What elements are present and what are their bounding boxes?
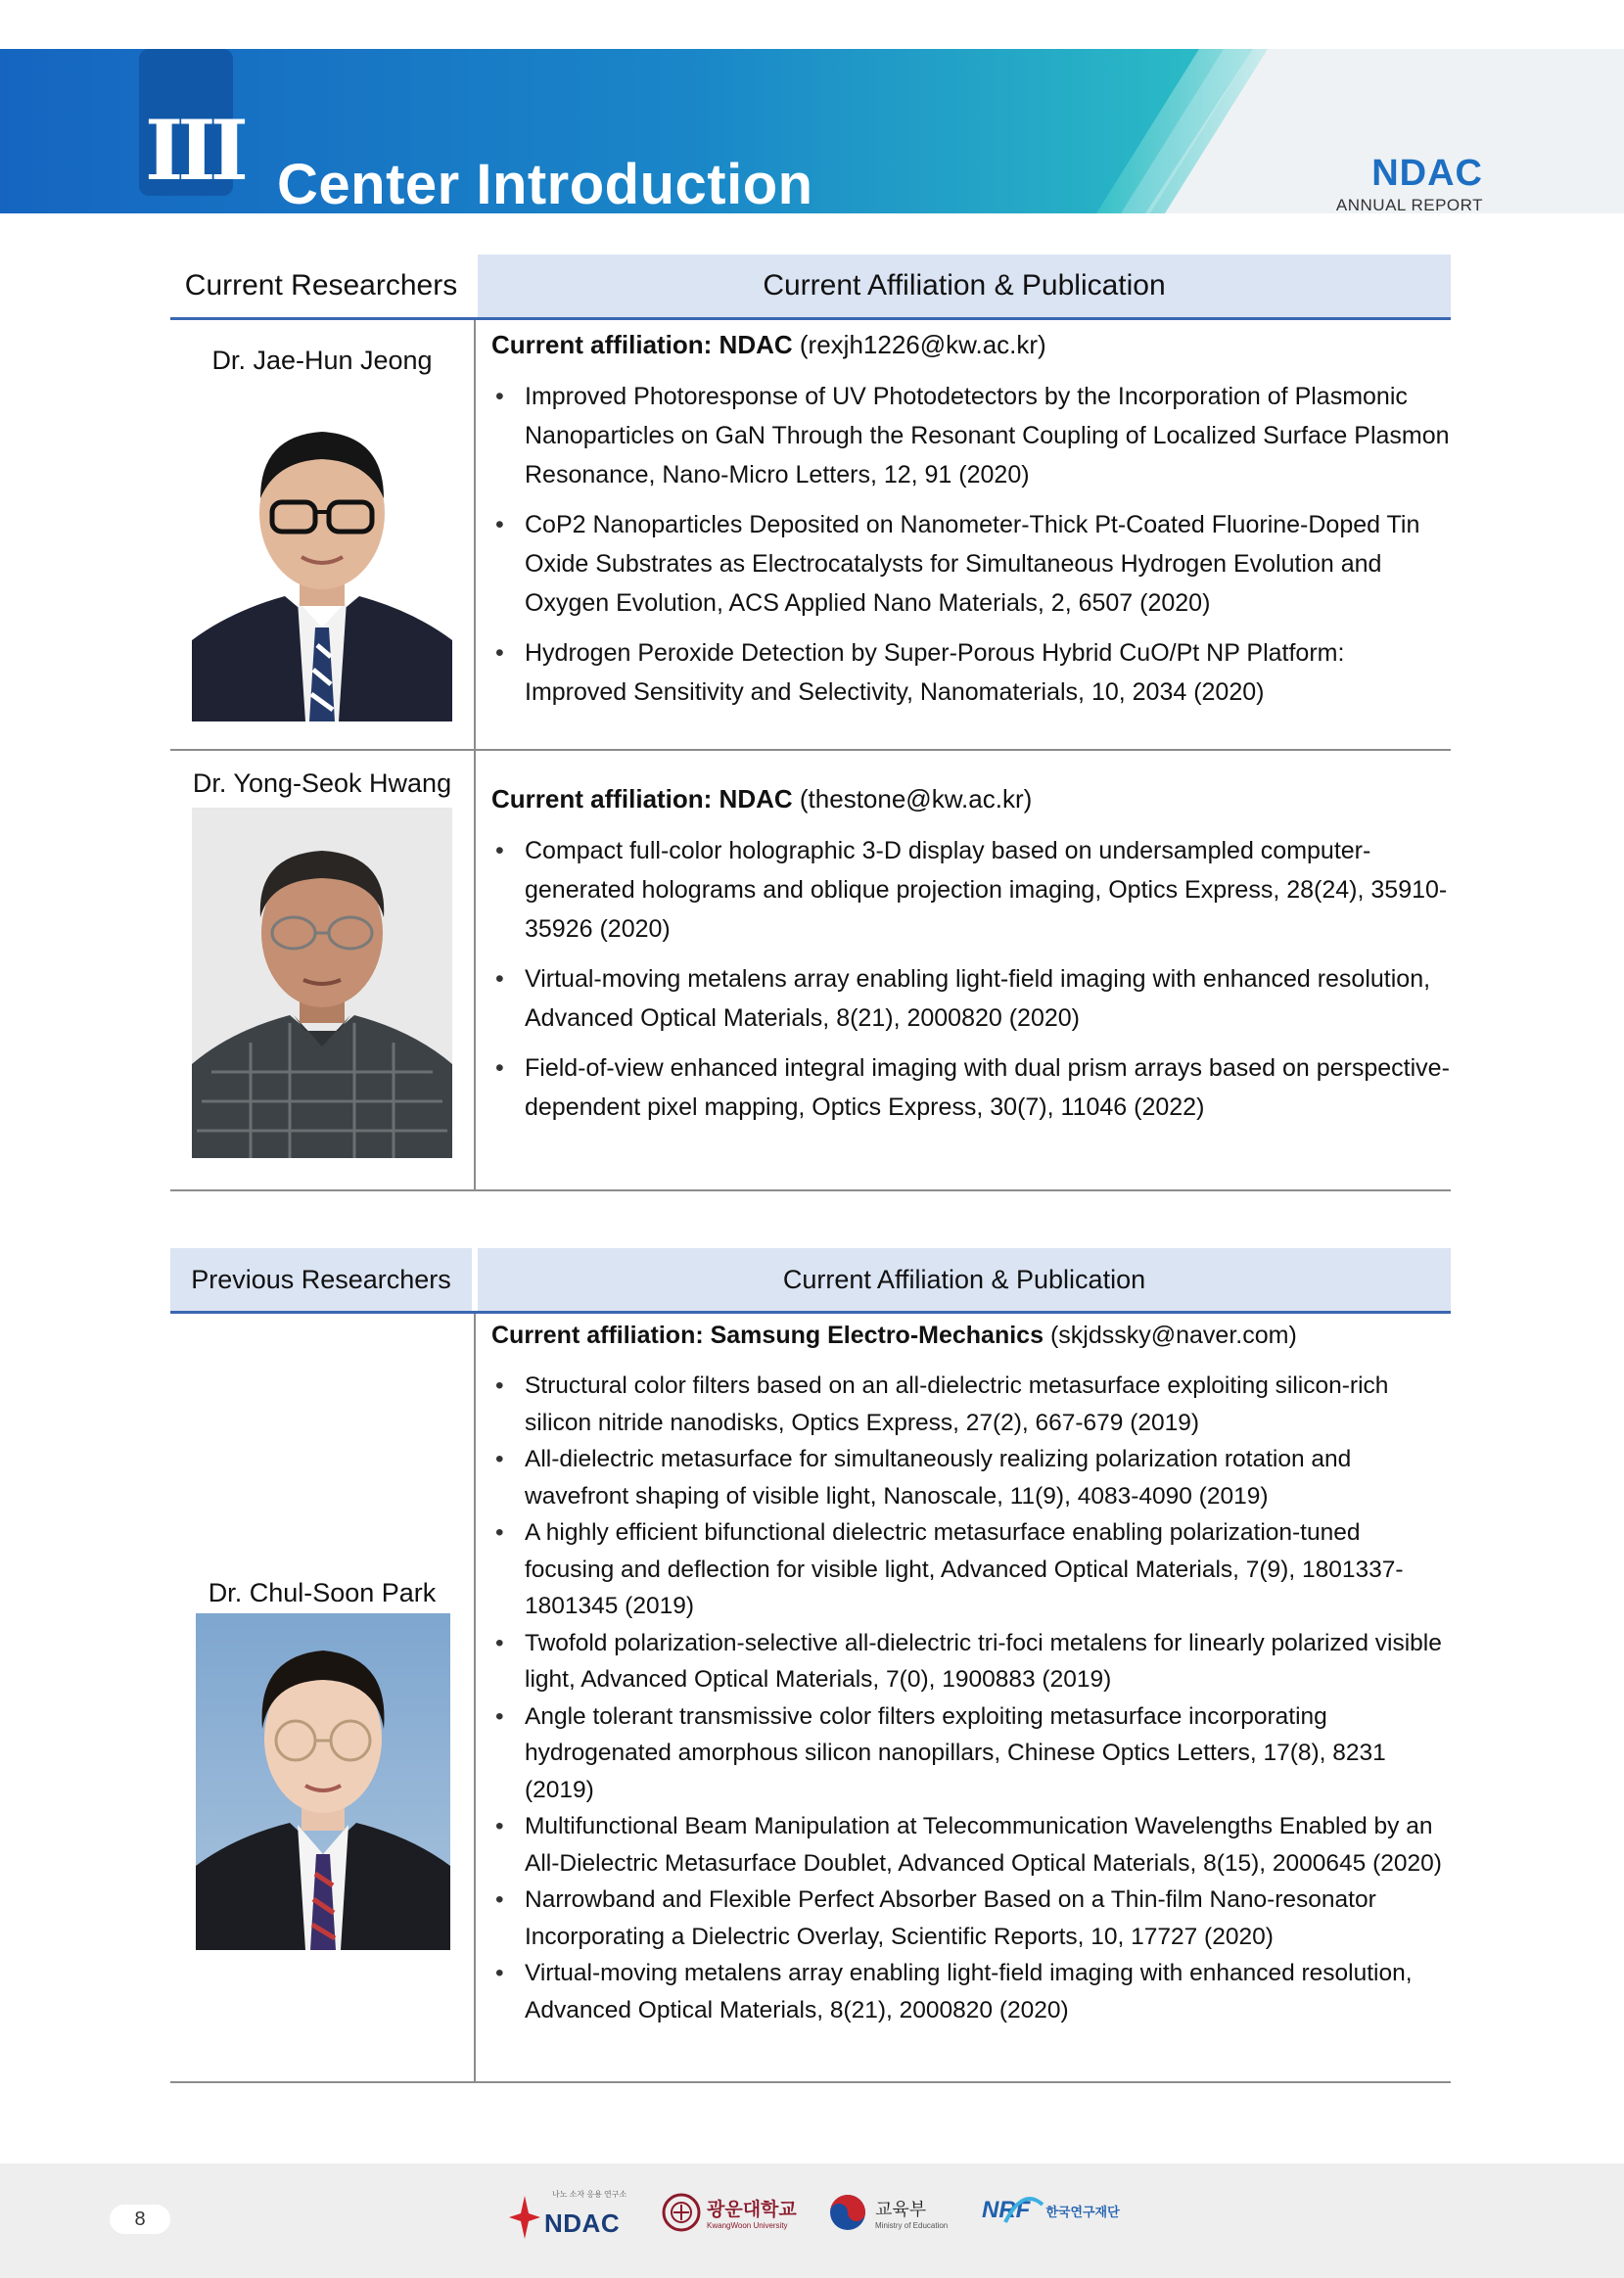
kwangwoon-name-en: KwangWoon University <box>707 2221 788 2230</box>
ndac-logo-text: NDAC <box>1371 153 1483 194</box>
publication-item: • Narrowband and Flexible Perfect Absorber Based on a Thin-film Nano-resonator Incorporating a Dielectric Overlay, Scientific Reports, 10, 17727 (2020) <box>493 1882 1451 1955</box>
current-affiliation <box>491 330 1046 360</box>
affiliation-email: (rexjh1226@kw.ac.kr) <box>792 330 1046 359</box>
publication-item: • Improved Photoresponse of UV Photodetectors by the Incorporation of Plasmonic Nanoparticles on GaN Through the Resonant Coupling of Localized Surface Plasmon Resonance, Nano-Micro Letters, 12, 91 (2020) <box>493 377 1451 494</box>
affiliation-label: Current affiliation: NDAC <box>491 330 793 359</box>
nrf-logo <box>982 2197 1120 2224</box>
nrf-text: NRF <box>982 2197 1031 2223</box>
researcher-name: Dr. Chul-Soon Park <box>208 1578 437 1607</box>
column-header-researchers: Current Researchers <box>170 255 472 317</box>
taegeuk-icon <box>828 2193 867 2232</box>
section-number: III <box>145 102 243 199</box>
publication-item: • Virtual-moving metalens array enabling light-field imaging with enhanced resolution, Advanced Optical Materials, 8(21), 2000820 (2020) <box>493 1955 1451 2028</box>
publication-item: • CoP2 Nanoparticles Deposited on Nanometer-Thick Pt-Coated Fluorine-Doped Tin Oxide Substrates as Electrocatalysts for Simultaneous Hydrogen Evolution and Oxygen Evolution, ACS Applied Nano Materials, 2, 6507 (2020) <box>493 505 1451 623</box>
publication-item: • Twofold polarization-selective all-dielectric tri-foci metalens for linearly polarized visible light, Advanced Optical Materials, 7(0), 1900883 (2019) <box>493 1625 1451 1698</box>
affiliation-label: Current affiliation: NDAC <box>491 784 793 814</box>
table-header <box>170 1248 1451 1314</box>
current-affiliation <box>491 784 1032 814</box>
publication-list <box>493 831 1451 1138</box>
moe-name: 교육부 <box>875 2199 927 2219</box>
publication-item: • Structural color filters based on an all-dielectric metasurface exploiting silicon-rich silicon nitride nanodisks, Optics Express, 27(2), 667-679 (2019) <box>493 1368 1451 1441</box>
researcher-row <box>170 320 1451 751</box>
page-number: 8 <box>110 2205 170 2234</box>
researcher-photo <box>196 1613 450 1950</box>
report-brand <box>1336 155 1483 215</box>
page-footer <box>0 2163 1624 2278</box>
current-affiliation <box>491 1322 1297 1350</box>
moe-logo <box>828 2193 948 2232</box>
kwangwoon-logo <box>662 2193 797 2232</box>
publication-list <box>493 1368 1451 2028</box>
previous-researchers-table <box>170 1248 1451 2083</box>
publication-item: • A highly efficient bifunctional dielectric metasurface enabling polarization-tuned focusing and deflection for visible light, Advanced Optical Materials, 7(9), 1801337-1801345 (2019) <box>493 1514 1451 1625</box>
publication-item: • All-dielectric metasurface for simultaneously realizing polarization rotation and wavefront shaping of visible light, Nanoscale, 11(9), 4083-4090 (2019) <box>493 1441 1451 1514</box>
publication-list <box>493 377 1451 722</box>
publication-item: • Angle tolerant transmissive color filters exploiting metasurface incorporating hydrogenated amorphous silicon nanopillars, Chinese Optics Letters, 17(8), 8231 (2019) <box>493 1698 1451 1809</box>
researcher-name: Dr. Jae-Hun Jeong <box>211 346 433 375</box>
nrf-name-kr: 한국연구재단 <box>1045 2204 1120 2219</box>
kwangwoon-name: 광운대학교 <box>707 2200 797 2220</box>
current-researchers-table <box>170 255 1451 1191</box>
researcher-photo <box>192 400 452 721</box>
kwangwoon-seal-icon <box>662 2193 701 2232</box>
page-header <box>0 49 1624 216</box>
researcher-name: Dr. Yong-Seok Hwang <box>192 768 452 798</box>
publication-item: • Field-of-view enhanced integral imaging with dual prism arrays based on perspective-dependent pixel mapping, Optics Express, 30(7), 11046 (2022) <box>493 1048 1451 1127</box>
affiliation-email: (thestone@kw.ac.kr) <box>792 784 1033 814</box>
publication-item: • Compact full-color holographic 3-D display based on undersampled computer-generated holograms and oblique projection imaging, Optics Express, 28(24), 35910-35926 (2020) <box>493 831 1451 949</box>
page-title: Center Introduction <box>277 153 813 216</box>
ndac-tagline: 나노 소자 응용 연구소 <box>552 2190 627 2199</box>
researcher-row <box>170 751 1451 1191</box>
affiliation-label: Current affiliation: Samsung Electro-Mechanics <box>491 1322 1044 1349</box>
nrf-swoosh-icon <box>1001 2193 1044 2228</box>
ndac-footer-logo <box>509 2190 627 2239</box>
column-header-researchers: Previous Researchers <box>170 1248 472 1311</box>
researcher-row <box>170 1314 1451 2083</box>
table-header <box>170 255 1451 320</box>
column-header-affiliation: Current Affiliation & Publication <box>478 255 1451 317</box>
researcher-photo <box>192 808 452 1158</box>
column-header-affiliation: Current Affiliation & Publication <box>478 1248 1451 1311</box>
publication-item: • Virtual-moving metalens array enabling light-field imaging with enhanced resolution, Advanced Optical Materials, 8(21), 2000820 (2020) <box>493 959 1451 1038</box>
affiliation-email: (skjdssky@naver.com) <box>1044 1322 1297 1349</box>
moe-name-en: Ministry of Education <box>875 2220 949 2230</box>
ndac-footer-text: NDAC <box>544 2208 621 2238</box>
ndac-star-icon <box>509 2196 540 2239</box>
annual-report-label: ANNUAL REPORT <box>1335 196 1483 214</box>
publication-item: • Multifunctional Beam Manipulation at Telecommunication Wavelengths Enabled by an All-Dielectric Metasurface Doublet, Advanced Optical Materials, 8(15), 2000645 (2020) <box>493 1808 1451 1882</box>
publication-item: • Hydrogen Peroxide Detection by Super-Porous Hybrid CuO/Pt NP Platform: Improved Sensitivity and Selectivity, Nanomaterials, 10, 2034 (2020) <box>493 633 1451 712</box>
